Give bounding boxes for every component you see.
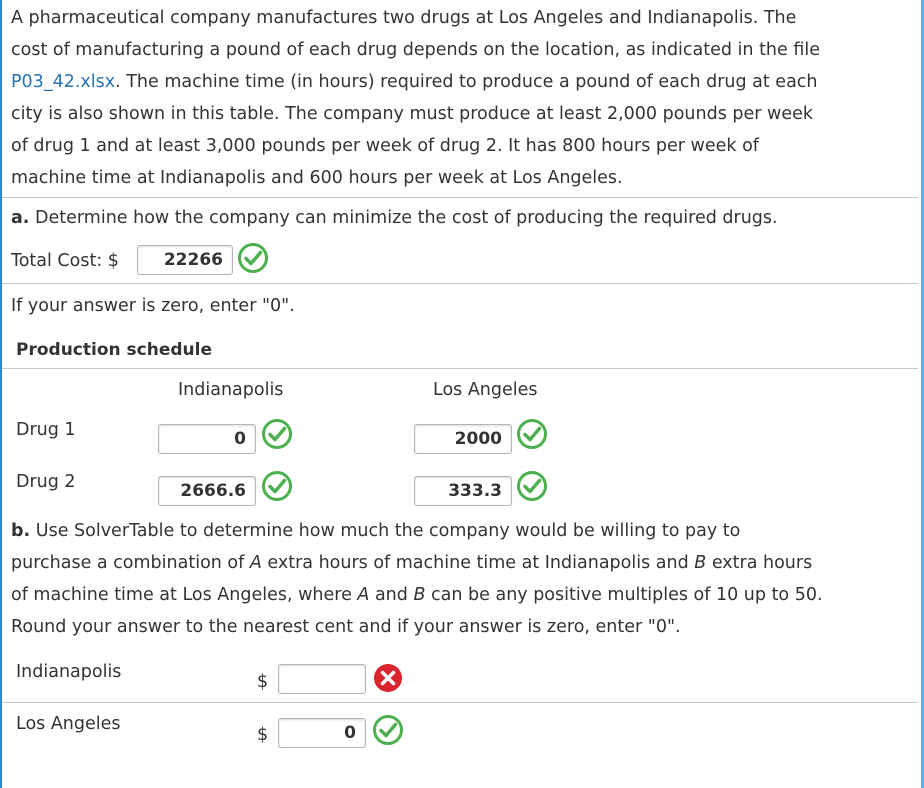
part-a-label: a. bbox=[11, 208, 30, 228]
indianapolis-value-input[interactable] bbox=[278, 664, 366, 694]
check-circle-icon bbox=[261, 418, 293, 450]
check-circle-icon bbox=[516, 418, 548, 450]
part-b-question bbox=[11, 515, 911, 643]
problem-line-1: A pharmaceutical company manufactures two drugs at Los Angeles and Indianapolis. The bbox=[11, 8, 797, 28]
part-b-line-2 bbox=[11, 547, 911, 579]
text-segment: and bbox=[369, 585, 414, 605]
los-angeles-value-input[interactable]: 0 bbox=[278, 718, 366, 748]
variable-a: A bbox=[357, 585, 370, 605]
drug2-indianapolis-input[interactable]: 2666.6 bbox=[158, 476, 256, 506]
problem-line-3 bbox=[11, 66, 911, 98]
drug1-indianapolis-input[interactable]: 0 bbox=[158, 424, 256, 454]
variable-a: A bbox=[249, 553, 262, 573]
text-segment: of machine time at Los Angeles, where bbox=[11, 585, 358, 605]
part-b-line-1-text: Use SolverTable to determine how much the company would be willing to pay to bbox=[35, 521, 741, 541]
drug1-los-angeles-input[interactable]: 2000 bbox=[414, 424, 512, 454]
divider bbox=[2, 197, 918, 198]
part-b-label: b. bbox=[11, 521, 31, 541]
problem-statement bbox=[11, 2, 911, 194]
check-circle-icon bbox=[261, 470, 293, 502]
drug1-label: Drug 1 bbox=[16, 420, 76, 440]
divider bbox=[2, 702, 918, 703]
drug2-label: Drug 2 bbox=[16, 472, 76, 492]
schedule-heading: Production schedule bbox=[16, 340, 212, 360]
variable-b: B bbox=[694, 553, 707, 573]
part-b-line-3 bbox=[11, 579, 911, 611]
text-segment: extra hours of machine time at Indianapolis and bbox=[261, 553, 695, 573]
part-b-line-4: Round your answer to the nearest cent and if your answer is zero, enter "0". bbox=[11, 617, 681, 637]
divider bbox=[2, 283, 918, 284]
total-cost-label: Total Cost: $ bbox=[11, 251, 119, 271]
divider bbox=[2, 368, 918, 369]
problem-line-3-text: . The machine time (in hours) required to produce a pound of each drug at each bbox=[115, 72, 818, 92]
column-header-los-angeles: Los Angeles bbox=[433, 380, 538, 400]
text-segment: extra hours bbox=[706, 553, 813, 573]
problem-line-4: city is also shown in this table. The company must produce at least 2,000 pounds per week bbox=[11, 104, 814, 124]
text-segment: purchase a combination of bbox=[11, 553, 250, 573]
currency-symbol: $ bbox=[257, 725, 269, 745]
file-link[interactable]: P03_42.xlsx bbox=[11, 72, 116, 92]
frame-left-border bbox=[0, 0, 2, 788]
part-a-text: Determine how the company can minimize the cost of producing the required drugs. bbox=[35, 208, 778, 228]
part-b-line-1 bbox=[11, 515, 911, 547]
drug2-los-angeles-input[interactable]: 333.3 bbox=[414, 476, 512, 506]
variable-b: B bbox=[413, 585, 426, 605]
problem-line-5: of drug 1 and at least 3,000 pounds per week of drug 2. It has 800 hours per week of bbox=[11, 136, 759, 156]
check-circle-icon bbox=[237, 242, 269, 274]
check-circle-icon bbox=[516, 470, 548, 502]
indianapolis-label: Indianapolis bbox=[16, 662, 122, 682]
total-cost-input[interactable]: 22266 bbox=[137, 245, 233, 275]
x-circle-icon bbox=[372, 662, 404, 694]
check-circle-icon bbox=[372, 714, 404, 746]
zero-note: If your answer is zero, enter "0". bbox=[11, 296, 295, 316]
column-header-indianapolis: Indianapolis bbox=[178, 380, 284, 400]
problem-line-2: cost of manufacturing a pound of each drug depends on the location, as indicated in the file bbox=[11, 40, 821, 60]
los-angeles-label: Los Angeles bbox=[16, 714, 121, 734]
problem-line-6: machine time at Indianapolis and 600 hours per week at Los Angeles. bbox=[11, 168, 623, 188]
part-a-question bbox=[11, 208, 778, 228]
text-segment: can be any positive multiples of 10 up to 50. bbox=[425, 585, 823, 605]
currency-symbol: $ bbox=[257, 672, 269, 692]
